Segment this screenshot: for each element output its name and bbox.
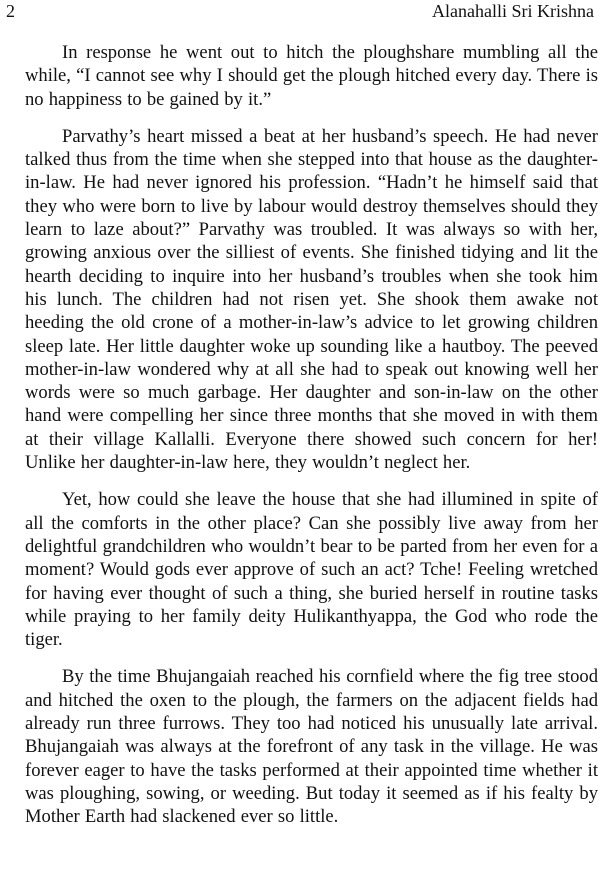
paragraph-3: Yet, how could she leave the house that she had illumined in spite of all the comforts in the other place? Can she possibly live away from her delightful grandchildren who wouldn’t bear to be parted from her even for a moment? Would gods ever approve of such an act? Tche! Feeling wretched for having ever thought of such a thing, she buried herself in routine tasks while praying to her family deity Hulikanthyappa, the God who rode the tiger.	[25, 489, 598, 651]
page-number: 2	[6, 1, 15, 21]
running-title: Alanahalli Sri Krishna	[432, 1, 594, 21]
page-header	[6, 0, 594, 24]
paragraph-2: Parvathy’s heart missed a beat at her husband’s speech. He had never talked thus from the time when she stepped into that house as the daughter-in-law. He had never ignored his profession. “Hadn’t he himself said that they who were born to live by labour would destroy themselves should they learn to laze about?” Parvathy was troubled. It was always so with her, growing anxious over the silliest of events. She finished tidying and lit the hearth deciding to inquire into her husband’s troubles when she took him his lunch. The children had not risen yet. She shook them awake not heeding the old crone of a mother-in-law’s advice to let growing children sleep late. Her little daughter woke up sounding like a hautboy. The peeved mother-in-law wondered why at all she had to speak out knowing well her words were so much garbage. Her daughter and son-in-law on the other hand were compelling her since three months that she moved in with them at their village Kallalli. Everyone there showed such concern for her! Unlike her daughter-in-law here, they wouldn’t neglect her.	[25, 125, 598, 474]
paragraph-4: By the time Bhujangaiah reached his cornfield where the fig tree stood and hitched the oxen to the plough, the farmers on the adjacent fields had already run three furrows. They too had noticed his unusually late arrival. Bhujangaiah was always at the forefront of any task in the village. He was forever eager to have the tasks performed at their appointed time whether it was ploughing, sowing, or weeding. But today it seemed as if his fealty by Mother Earth had slackened ever so little.	[25, 666, 598, 828]
paragraph-1: In response he went out to hitch the ploughshare mumbling all the while, “I cannot see why I should get the plough hitched every day. There is no happiness to be gained by it.”	[25, 42, 598, 110]
body-text	[25, 41, 598, 829]
